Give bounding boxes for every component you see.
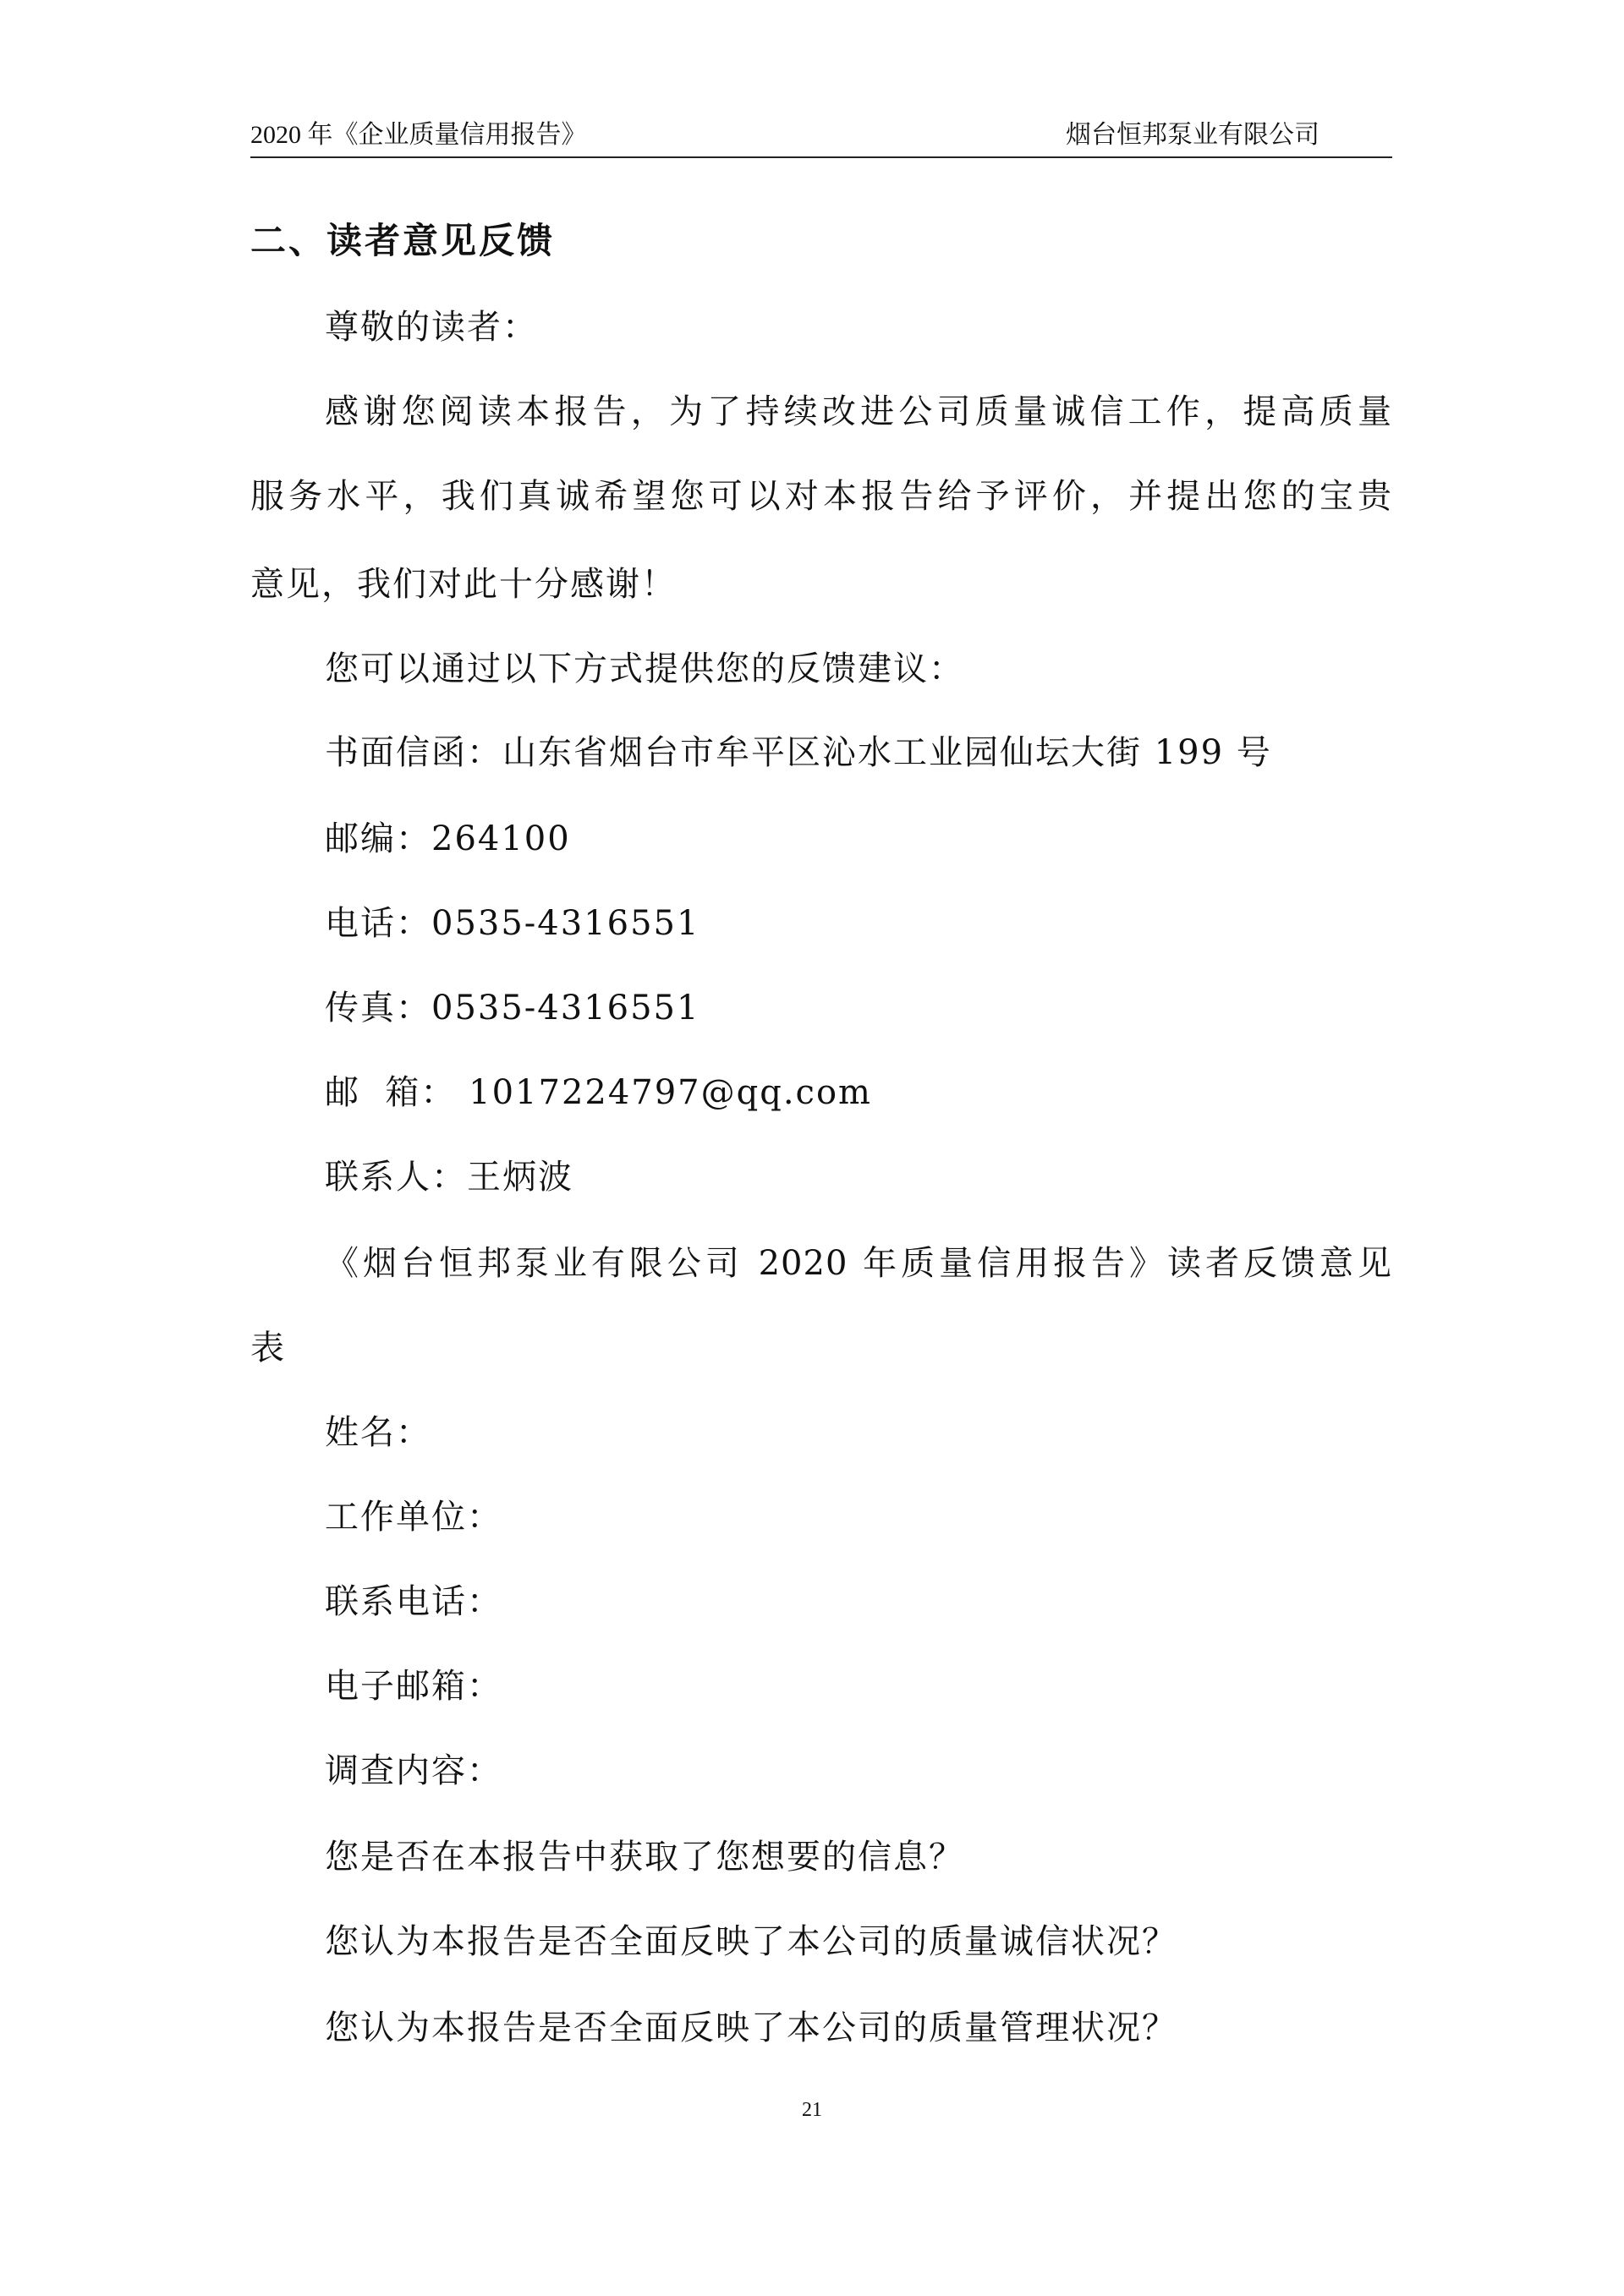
- contact-email: 邮 箱： 1017224797@qq.com: [325, 1073, 872, 1112]
- contact-letter-address: 书面信函：山东省烟台市牟平区沁水工业园仙坛大街 199 号: [325, 733, 1272, 772]
- survey-question-1: 您是否在本报告中获取了您想要的信息？: [325, 1838, 964, 1877]
- contact-person: 联系人：王炳波: [325, 1158, 573, 1197]
- salutation: 尊敬的读者：: [325, 308, 538, 347]
- header-divider: [250, 156, 1392, 158]
- intro-line-1: 感谢您阅读本报告，为了持续改进公司质量诚信工作，提高质量: [325, 392, 1392, 431]
- page-number: 21: [802, 2099, 822, 2121]
- contact-fax: 传真：0535-4316551: [325, 989, 700, 1027]
- feedback-form-title-line-2: 表: [250, 1329, 286, 1367]
- intro-line-2: 服务水平，我们真诚希望您可以对本报告给予评价，并提出您的宝贵: [250, 477, 1392, 516]
- contact-postcode: 邮编：264100: [325, 819, 571, 858]
- form-field-phone: 联系电话：: [325, 1582, 502, 1621]
- header-report-title: 2020 年《企业质量信用报告》: [250, 121, 587, 149]
- intro-line-3: 意见，我们对此十分感谢！: [250, 565, 677, 604]
- survey-question-2: 您认为本报告是否全面反映了本公司的质量诚信状况？: [325, 1922, 1177, 1961]
- feedback-form-title-line-1: 《烟台恒邦泵业有限公司 2020 年质量信用报告》读者反馈意见: [325, 1244, 1392, 1283]
- channels-intro: 您可以通过以下方式提供您的反馈建议：: [325, 649, 964, 688]
- header-company-name: 烟台恒邦泵业有限公司: [1066, 121, 1320, 149]
- form-field-name: 姓名：: [325, 1413, 431, 1452]
- contact-phone: 电话：0535-4316551: [325, 904, 700, 943]
- page-header: [250, 115, 1392, 156]
- form-field-email: 电子邮箱：: [325, 1667, 502, 1706]
- form-field-employer: 工作单位：: [325, 1498, 502, 1537]
- survey-question-3: 您认为本报告是否全面反映了本公司的质量管理状况？: [325, 2008, 1177, 2047]
- form-field-survey-content: 调查内容：: [325, 1751, 502, 1790]
- section-heading: 二、读者意见反馈: [250, 220, 556, 261]
